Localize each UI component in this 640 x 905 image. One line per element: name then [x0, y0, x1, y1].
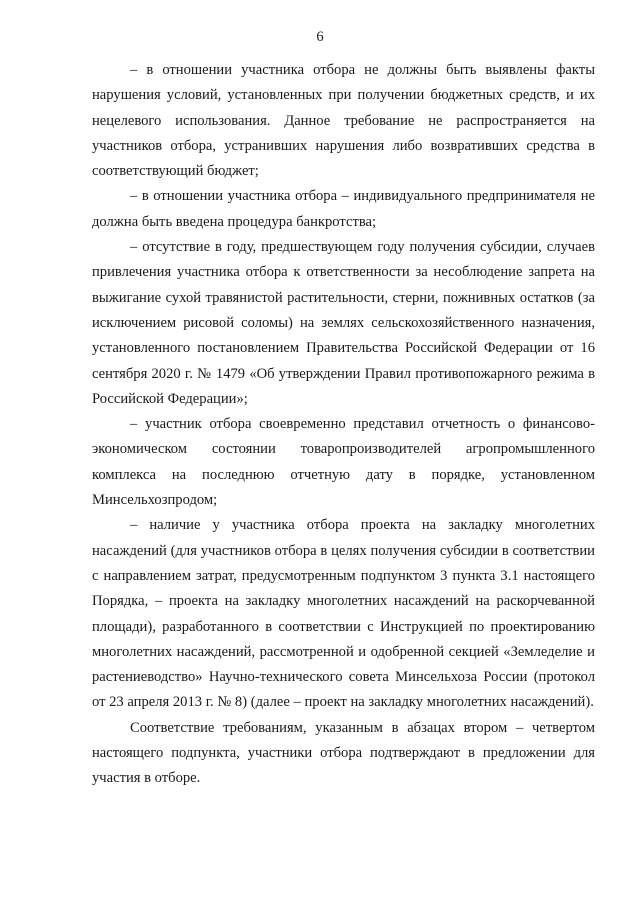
paragraph-financial-reporting: – участник отбора своевременно представил отчетность о финансово-экономическом состоянии товаропроизводителей агропромышленного комплекса на последнюю отчетную дату в порядке, установленном Минсельхозпродом; — [92, 416, 595, 509]
paragraph-bankruptcy: – в отношении участника отбора – индивидуального предпринимателя не должна быть введена процедура банкротства; — [92, 188, 595, 230]
document-body — [92, 58, 595, 792]
paragraph-compliance-confirmation: Соответствие требованиям, указанным в абзацах втором – четвертом настоящего подпункта, участники отбора подтверждают в предложении для участия в отборе. — [92, 719, 595, 787]
paragraph-burning-ban: – отсутствие в году, предшествующем году получения субсидии, случаев привлечения участника отбора к ответственности за несоблюдение запрета на выжигание сухой травянистой растительности, стерни, пожнивных остатков (за исключением рисовой соломы) на землях сельскохозяйственного назначения, установленного постановлением Правительства Российской Федерации от 16 сентября 2020 г. № 1479 «Об утверждении Правил противопожарного режима в Российской Федерации»; — [92, 239, 595, 407]
paragraph-plantation-project: – наличие у участника отбора проекта на закладку многолетних насаждений (для участников отбора в целях получения субсидии в соответствии с направлением затрат, предусмотренным подпунктом 3 пункта 3.1 настоящего Порядка, – проекта на закладку многолетних насаждений на раскорчеванной площади), разработанного в соответствии с Инструкцией по проектированию многолетних насаждений, рассмотренной и одобренной секцией «Земледелие и растениеводство» Научно-технического совета Минсельхоза России (протокол от 23 апреля 2013 г. № 8) (далее – проект на закладку многолетних насаждений). — [92, 517, 595, 711]
paragraph-budget-violations: – в отношении участника отбора не должны быть выявлены факты нарушения условий, установленных при получении бюджетных средств, и их нецелевого использования. Данное требование не распространяется на участников отбора, устранивших нарушения либо возвративших средства в соответствующий бюджет; — [92, 62, 595, 180]
page-number: 6 — [316, 29, 324, 45]
